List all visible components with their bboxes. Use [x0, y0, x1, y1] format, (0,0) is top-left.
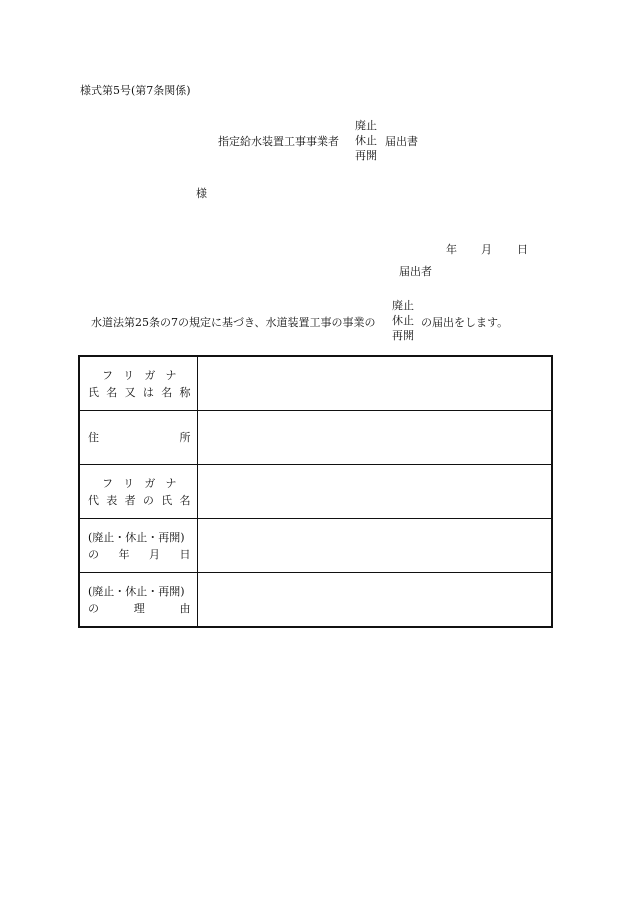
label-char: 年 — [118, 547, 130, 561]
date-label-cell — [79, 519, 197, 573]
label-char: の — [88, 547, 99, 561]
label-char: 氏 — [88, 385, 99, 399]
date-year: 年 — [446, 243, 457, 256]
furigana-char: ナ — [165, 476, 177, 490]
statement-option-resume: 再開 — [392, 329, 414, 342]
notifier-label: 届出者 — [399, 265, 432, 278]
label-char: の — [88, 601, 99, 615]
reason-value-field[interactable] — [197, 573, 552, 628]
addressee-suffix: 様 — [196, 187, 207, 200]
table-row-reason — [79, 573, 552, 628]
reason-label-prefix: (廃止・休止・再開) — [88, 584, 185, 598]
name-value-field[interactable] — [197, 356, 552, 411]
representative-label — [88, 492, 191, 509]
statement-option-abolish: 廃止 — [392, 299, 414, 312]
label-char: 代 — [88, 493, 99, 507]
furigana-char: ナ — [165, 368, 177, 382]
label-char: 氏 — [161, 493, 173, 507]
date-label-prefix: (廃止・休止・再開) — [88, 530, 185, 544]
label-char: の — [142, 493, 154, 507]
table-row-representative — [79, 465, 552, 519]
name-label — [88, 384, 191, 401]
statement-before: 水道法第25条の7の規定に基づき、水道装置工事の事業の — [91, 316, 376, 329]
date-month: 月 — [481, 243, 492, 256]
representative-furigana — [88, 475, 191, 492]
name-label-cell — [79, 356, 197, 411]
furigana-char: フ — [102, 476, 113, 490]
label-char: 所 — [179, 431, 191, 444]
reason-label-cell — [79, 573, 197, 628]
furigana-char: ガ — [144, 368, 156, 382]
statement-option-suspend: 休止 — [392, 314, 414, 327]
label-char: 由 — [179, 601, 191, 615]
form-number: 様式第5号(第7条関係) — [80, 84, 191, 97]
label-char: 又 — [124, 385, 136, 399]
title-option-abolish: 廃止 — [355, 119, 377, 132]
title-prefix: 指定給水装置工事事業者 — [218, 135, 339, 148]
label-char: 月 — [149, 547, 160, 561]
date-day: 日 — [517, 243, 528, 256]
label-char: 理 — [133, 601, 145, 615]
representative-label-cell — [79, 465, 197, 519]
table-row-name — [79, 356, 552, 411]
label-char: 名 — [161, 385, 173, 399]
date-label — [88, 546, 191, 563]
furigana-char: リ — [123, 368, 135, 382]
label-char: は — [142, 385, 154, 399]
address-label-cell — [79, 411, 197, 465]
date-value-field[interactable] — [197, 519, 552, 573]
reason-label — [88, 600, 191, 617]
table-row-address — [79, 411, 552, 465]
label-char: 日 — [179, 547, 191, 561]
representative-value-field[interactable] — [197, 465, 552, 519]
title-option-resume: 再開 — [355, 149, 377, 162]
address-label — [88, 429, 191, 446]
furigana-char: リ — [123, 476, 135, 490]
statement-options — [392, 298, 414, 343]
label-char: 名 — [106, 385, 118, 399]
label-char: 称 — [179, 385, 191, 399]
furigana-char: ガ — [144, 476, 156, 490]
table-row-date — [79, 519, 552, 573]
title-option-suspend: 休止 — [355, 134, 377, 147]
name-furigana — [88, 367, 191, 384]
title-options — [355, 118, 377, 163]
furigana-char: フ — [102, 368, 113, 382]
address-value-field[interactable] — [197, 411, 552, 465]
label-char: 名 — [179, 493, 191, 507]
label-char: 者 — [124, 493, 136, 507]
label-char: 住 — [88, 431, 99, 444]
label-char: 表 — [106, 493, 118, 507]
statement-after: の届出をします。 — [421, 316, 509, 329]
title-suffix: 届出書 — [385, 135, 418, 148]
notification-form-table — [78, 355, 553, 628]
